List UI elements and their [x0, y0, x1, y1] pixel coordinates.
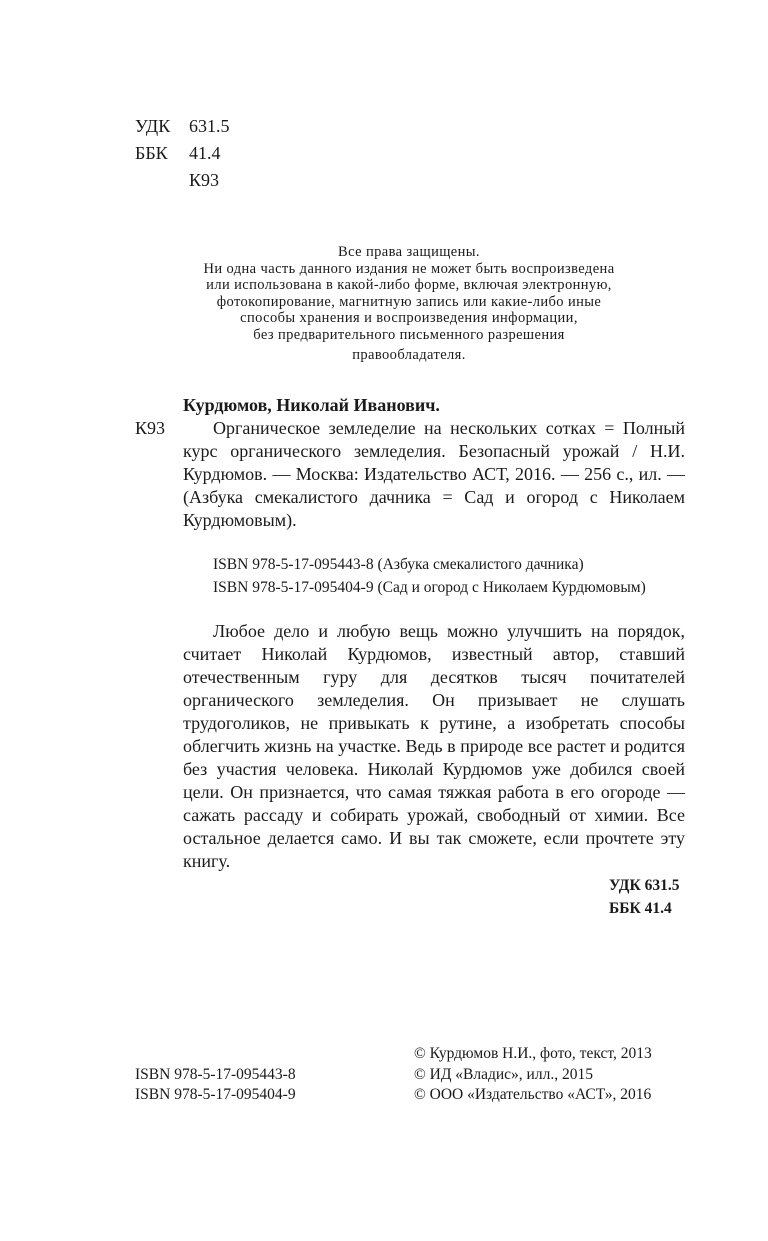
- classification-bold-block: [609, 874, 679, 920]
- rights-line: или использована в какой-либо форме, включая электронную,: [206, 277, 612, 293]
- bbk-row: [135, 140, 230, 167]
- record-isbn: ISBN 978-5-17-095443-8 (Азбука смекалистого дачника): [213, 556, 584, 573]
- rights-line: Все права защищены.: [338, 244, 480, 260]
- udk-bold: УДК 631.5: [609, 877, 680, 894]
- rights-line: способы хранения и воспроизведения информации,: [240, 310, 578, 326]
- record-isbn-list: [213, 553, 646, 599]
- record-description: Органическое земледелие на нескольких сотках = Полный курс органического земледелия. Безопасный урожай / Н.И. Курдюмов. — Москва: Издательство АСТ, 2016. — 256 с., ил. — (Азбука смекалистого дачника = Сад и огород с Николаем Курдюмовым).: [183, 418, 685, 530]
- record-author: Курдюмов, Николай Иванович.: [183, 395, 440, 415]
- rights-notice: [135, 244, 683, 364]
- footer-copyright-list: [414, 1044, 652, 1106]
- copyright-line: © ИД «Владис», илл., 2015: [414, 1065, 593, 1083]
- author-mark-row: [135, 167, 230, 194]
- rights-line: правообладателя.: [352, 347, 466, 363]
- bibliographic-record: [135, 394, 685, 532]
- author-mark: К93: [189, 170, 220, 190]
- bbk-value: 41.4: [189, 143, 221, 163]
- bbk-bold: ББК 41.4: [609, 900, 672, 917]
- rights-line: Ни одна часть данного издания не может быть воспроизведена: [203, 260, 615, 277]
- udk-label: УДК: [135, 116, 171, 136]
- footer-isbn: ISBN 978-5-17-095404-9: [135, 1086, 296, 1103]
- record-isbn: ISBN 978-5-17-095404-9 (Сад и огород с Николаем Курдюмовым): [213, 579, 646, 596]
- rights-line: фотокопирование, магнитную запись или какие-либо иные: [216, 293, 602, 310]
- footer-isbn: ISBN 978-5-17-095443-8: [135, 1066, 296, 1083]
- copyright-line: © Курдюмов Н.И., фото, текст, 2013: [414, 1045, 652, 1062]
- bbk-label: ББК: [135, 143, 168, 163]
- classification-block: [135, 113, 230, 194]
- udk-value: 631.5: [189, 116, 230, 136]
- annotation-paragraph: Любое дело и любую вещь можно улучшить на порядок, считает Николай Курдюмов, известный автор, ставший отечественным гуру для десятков тысяч почитателей органического земледелия. Он призывает не слушать трудоголиков, не привыкать к рутине, а изобретать способы облегчить жизнь на участке. Ведь в природе все растет и родится без участия человека. Николай Курдюмов уже добился своей цели. Он признается, что самая тяжкая работа в его огороде — сажать рассаду и собирать урожай, свободный от химии. Все остальное делается само. И вы так сможете, если прочтете эту книгу.: [183, 621, 685, 871]
- udk-row: [135, 113, 230, 140]
- footer-isbn-list: [135, 1065, 296, 1105]
- record-author-mark: К93: [135, 418, 166, 438]
- rights-line: без предварительного письменного разрешения: [253, 326, 565, 343]
- copyright-line: © ООО «Издательство «АСТ», 2016: [414, 1086, 652, 1103]
